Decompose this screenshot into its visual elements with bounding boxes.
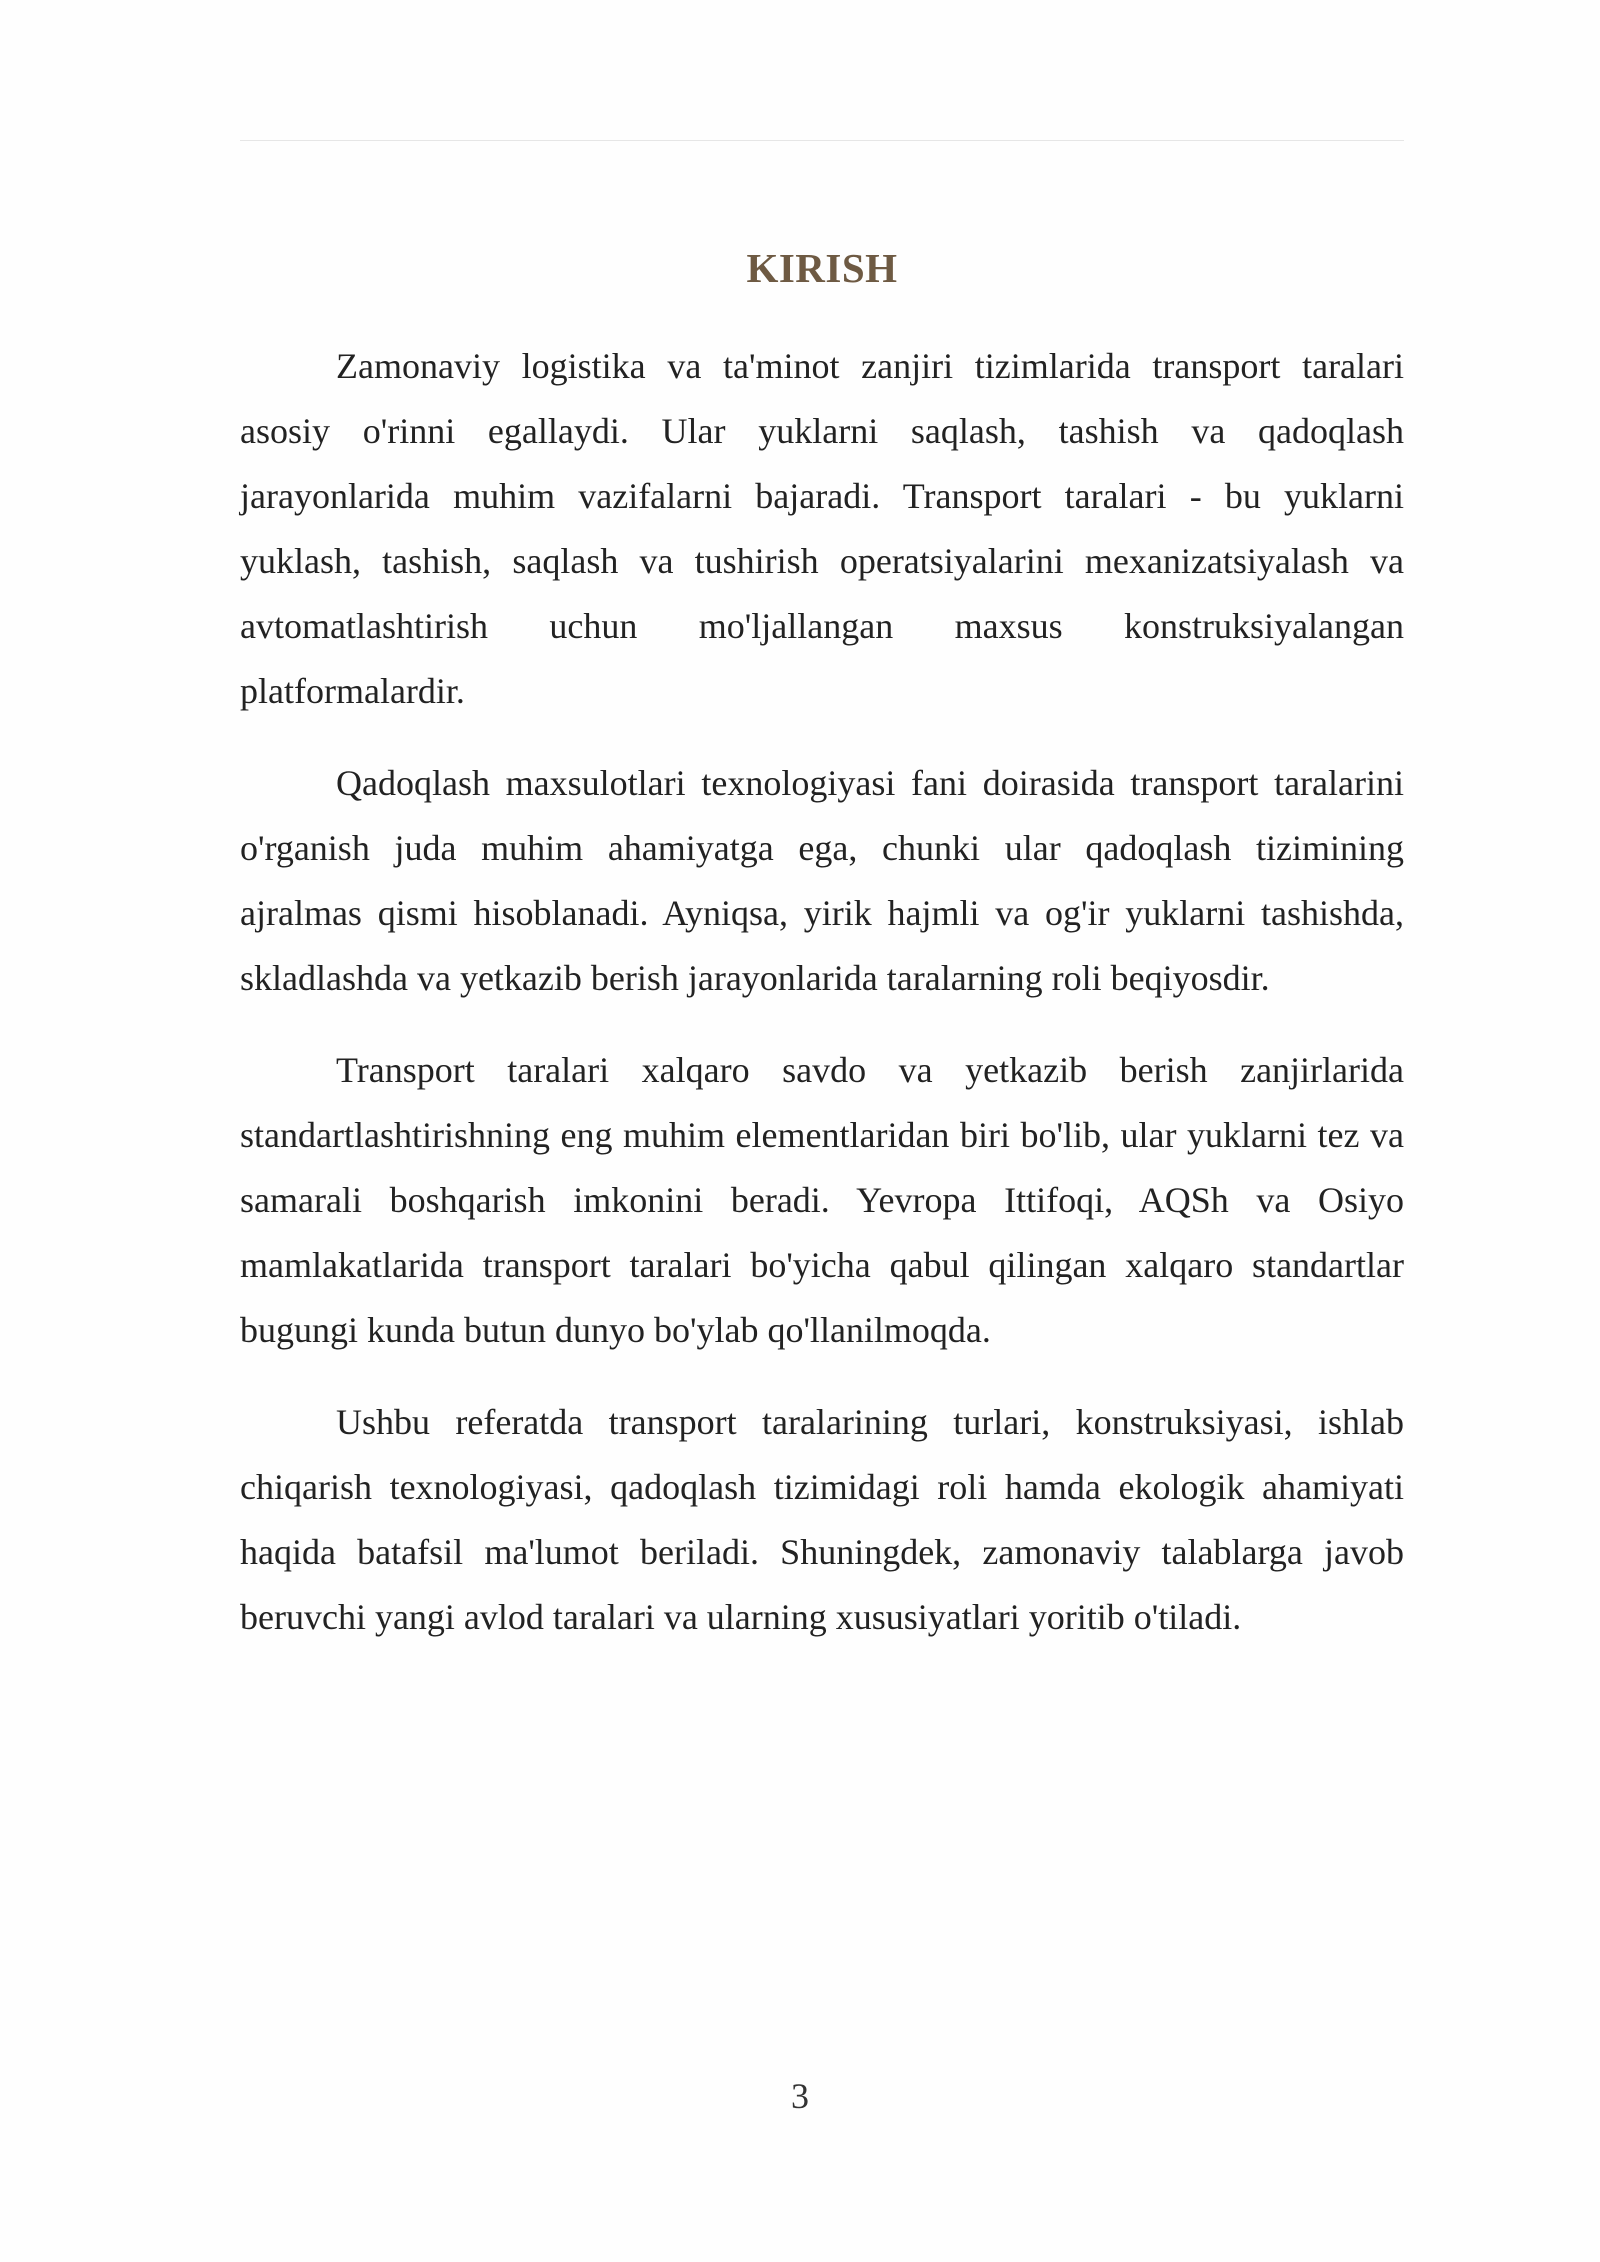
page-content [240, 240, 1404, 1677]
page-title: KIRISH [746, 245, 898, 291]
paragraph-1: Zamonaviy logistika va ta'minot zanjiri tizimlarida transport taralari asosiy o'rinni egallaydi. Ular yuklarni saqlash, tashish va qadoqlash jarayonlarida muhim vazifalarni bajaradi. Transport taralari - bu yuklarni yuklash, tashish, saqlash va tushirish operatsiyalarini mexanizatsiyalash va avtomatlashtirish uchun mo'ljallangan maxsus konstruksiyalangan platformalardir. [240, 346, 1404, 711]
paragraph-3: Transport taralari xalqaro savdo va yetkazib berish zanjirlarida standartlashtirishning eng muhim elementlaridan biri bo'lib, ular yuklarni tez va samarali boshqarish imkonini beradi. Yevropa Ittifoqi, AQSh va Osiyo mamlakatlarida transport taralari bo'yicha qabul qilingan xalqaro standartlar bugungi kunda butun dunyo bo'ylab qo'llanilmoqda. [240, 1050, 1404, 1350]
paragraph-4: Ushbu referatda transport taralarining turlari, konstruksiyasi, ishlab chiqarish texnologiyasi, qadoqlash tizimidagi roli hamda ekologik ahamiyati haqida batafsil ma'lumot beriladi. Shuningdek, zamonaviy talablarga javob beruvchi yangi avlod taralari va ularning xususiyatlari yoritib o'tiladi. [240, 1402, 1404, 1637]
page-number: 3 [791, 2076, 809, 2116]
paragraph-2: Qadoqlash maxsulotlari texnologiyasi fani doirasida transport taralarini o'rganish juda muhim ahamiyatga ega, chunki ular qadoqlash tizimining ajralmas qismi hisoblanadi. Ayniqsa, yirik hajmli va og'ir yuklarni tashishda, skladlashda va yetkazib berish jarayonlarida taralarning roli beqiyosdir. [240, 763, 1404, 998]
header-divider [240, 140, 1404, 141]
